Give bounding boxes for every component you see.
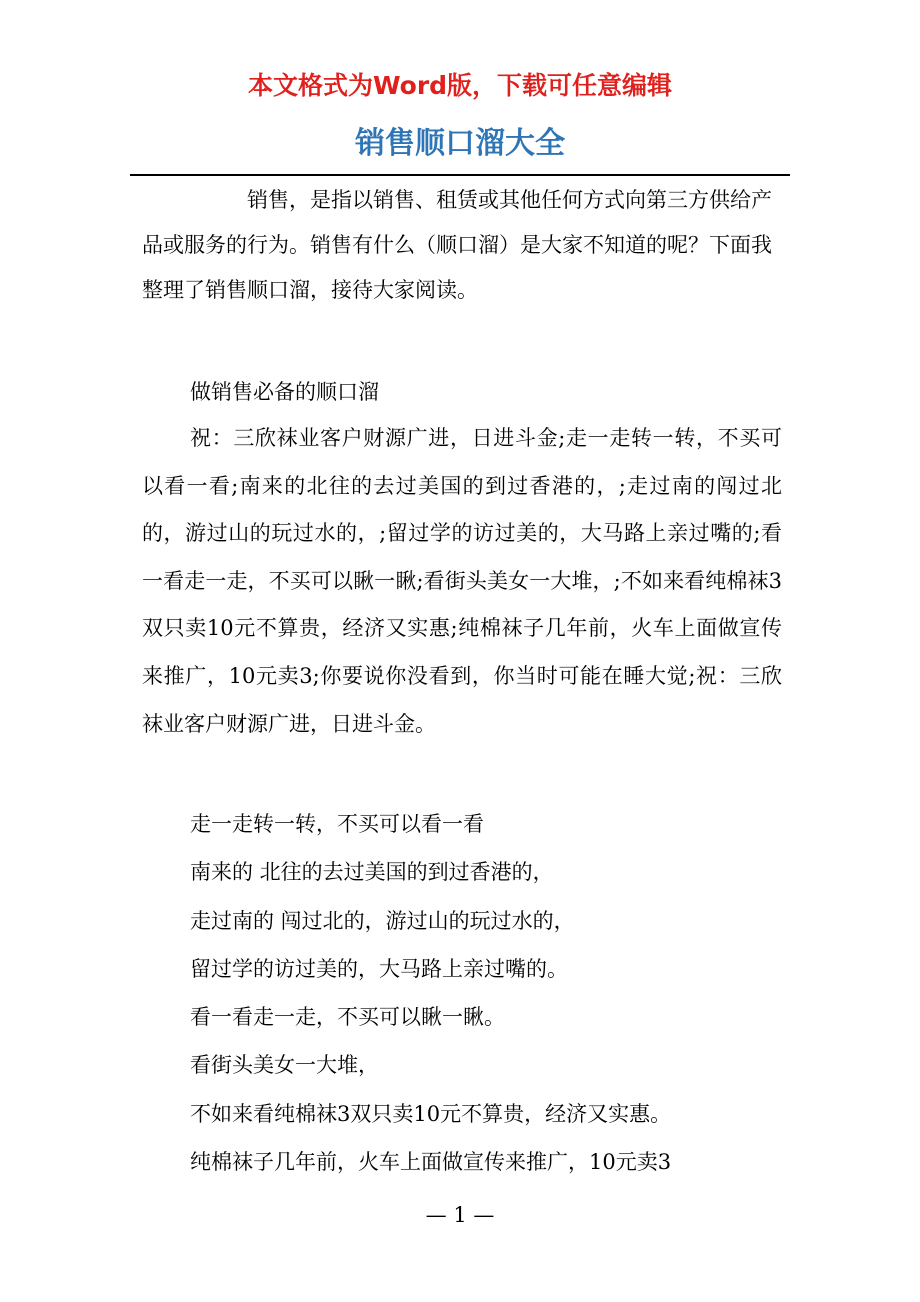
section-heading: 做销售必备的顺口溜 <box>190 380 379 404</box>
verse-line: 看街头美女一大堆， <box>190 1053 379 1078</box>
verse-line: 南来的 北往的去过美国的到过香港的， <box>190 860 554 885</box>
verse-line: 走过南的 闯过北的，游过山的玩过水的， <box>190 908 575 933</box>
intro-paragraph: 销售，是指以销售、租赁或其他任何方式向第三方供给产品或服务的行为。销售有什么（顺口溜）是大家不知道的呢？下面我整理了销售顺口溜，接待大家阅读。 <box>142 188 772 302</box>
verse-line: 走一走转一转，不买可以看一看 <box>190 812 484 836</box>
verse-line: 不如来看纯棉袜3双只卖10元不算贵，经济又实惠。 <box>190 1101 672 1126</box>
title-divider <box>130 174 790 176</box>
verse-line: 留过学的访过美的，大马路上亲过嘴的。 <box>190 956 568 981</box>
verse-block <box>190 800 790 1186</box>
verse-line: 看一看走一走，不买可以瞅一瞅。 <box>190 1005 505 1030</box>
blessing-paragraph: 祝：三欣袜业客户财源广进，日进斗金;走一走转一转，不买可以看一看;南来的北往的去过美国的到过香港的，;走过南的闯过北的，游过山的玩过水的，;留过学的访过美的，大马路上亲过嘴的;看一看走一走，不买可以瞅一瞅;看街头美女一大堆，;不如来看纯棉袜3双只卖10元不算贵，经济又实惠;纯棉袜子几年前，火车上面做宣传来推广，10元卖3;你要说你没看到，你当时可能在睡大觉;祝：三欣袜业客户财源广进，日进斗金。 <box>142 426 782 736</box>
document-title: 销售顺口溜大全 <box>355 126 565 161</box>
download-banner: 本文格式为Word版，下载可任意编辑 <box>247 71 673 100</box>
verse-line: 纯棉袜子几年前，火车上面做宣传来推广，10元卖3 <box>190 1150 672 1175</box>
page-number: — 1 — <box>425 1203 495 1227</box>
